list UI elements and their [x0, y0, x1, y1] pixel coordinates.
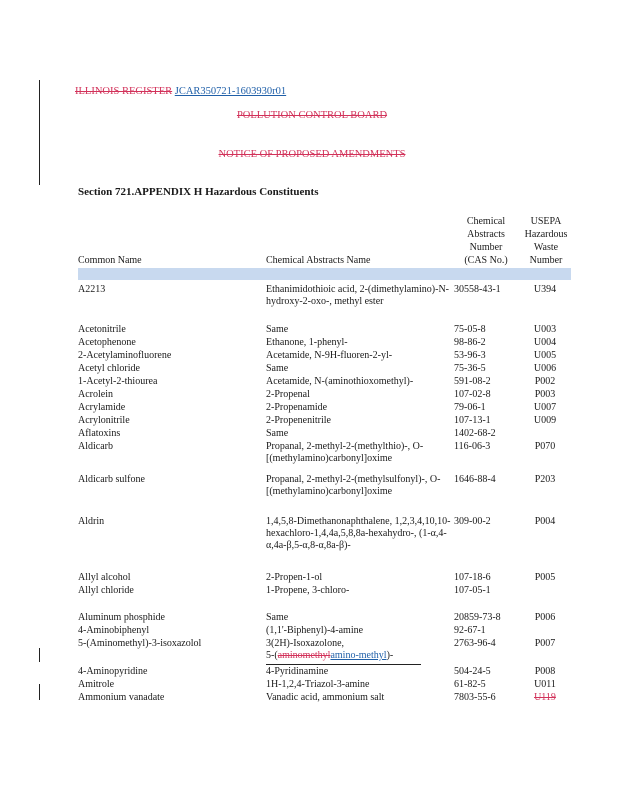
table-row-chem: Propanal, 2-methyl-2-(methylsulfonyl)-, O-[(methylamino)carbonyl]oxime	[266, 474, 441, 497]
table-row-cas: 107-13-1	[454, 415, 491, 426]
table-row-chem: Propanal, 2-methyl-2-(methylthio)-, O-[(methylamino)carbonyl]oxime	[266, 441, 424, 464]
table-row-common: Allyl chloride	[78, 585, 134, 596]
notice-title: NOTICE OF PROPOSED AMENDMENTS	[218, 149, 406, 160]
table-row-usepa: P002	[534, 376, 556, 387]
table-row-common: 2-Acetylaminofluorene	[78, 350, 172, 361]
table-row-cas: 98-86-2	[454, 337, 486, 348]
table-row-common: Aldicarb	[78, 441, 113, 452]
table-row-chem: Acetamide, N-9H-fluoren-2-yl-	[266, 350, 393, 361]
table-row-common: Allyl alcohol	[78, 572, 131, 583]
table-row-cas: 2763-96-4	[454, 638, 496, 649]
table-row-chem: Ethanimidothioic acid, 2-(dimethylamino)-N-hydroxy-2-oxo-, methyl ester	[266, 284, 450, 307]
table-row-usepa: U005	[533, 350, 557, 361]
col-usepa-line: Waste	[533, 242, 559, 253]
amend-suffix: )-	[386, 650, 394, 661]
table-row-usepa: P203	[534, 474, 556, 485]
col-cas-line: (CAS No.)	[464, 255, 508, 266]
table-row-usepa: P006	[534, 612, 556, 623]
running-head	[75, 86, 286, 97]
table-row-cas: 591-08-2	[454, 376, 491, 387]
table-row-cas: 92-67-1	[454, 625, 486, 636]
col-cas-line: Number	[469, 242, 503, 253]
table-row-common: 4-Aminobiphenyl	[78, 625, 150, 636]
table-row-common: A2213	[78, 284, 106, 295]
table-row-chem: Ethanone, 1-phenyl-	[266, 337, 348, 348]
table-row-usepa: U007	[533, 402, 557, 413]
table-row-cas: 75-05-8	[454, 324, 486, 335]
col-cas-line: Abstracts	[467, 229, 505, 240]
table-row-usepa: P007	[534, 638, 556, 649]
deleted-text: aminomethyl	[277, 650, 331, 661]
table-row-cas: 309-00-2	[454, 516, 491, 527]
table-row-common: 4-Aminopyridine	[78, 666, 148, 677]
table-row-common: Aluminum phosphide	[78, 612, 165, 623]
table-row-cas: 1402-68-2	[454, 428, 496, 439]
table-row-usepa: U006	[533, 363, 557, 374]
change-bar	[39, 80, 40, 185]
table-row-chem: Acetamide, N-(aminothioxomethyl)-	[266, 376, 414, 387]
table-row-usepa: P070	[534, 441, 556, 452]
table-row-chem: 1H-1,2,4-Triazol-3-amine	[266, 679, 370, 690]
header-shade	[78, 268, 571, 280]
table-row-common: 1-Acetyl-2-thiourea	[78, 376, 158, 387]
table-row-common: Acetyl chloride	[78, 363, 140, 374]
table-row-usepa: U394	[533, 284, 557, 295]
table-row-cas: 79-06-1	[454, 402, 486, 413]
table-row-chem: 1,4,5,8-Dimethanonaphthalene, 1,2,3,4,10,10-hexachloro-1,4,4a,5,8,8a-hexahydro-, (1-α,4-α,4a-β,5-α,8-α,8a-β)-	[266, 516, 451, 551]
change-bar	[39, 684, 40, 700]
table-row-common: 5-(Aminomethyl)-3-isoxazolol	[78, 638, 202, 649]
table-row-common: Acrylonitrile	[78, 415, 130, 426]
table-row-chem: Same	[266, 363, 289, 374]
table-row-chem: Same	[266, 612, 289, 623]
col-chem-name: Chemical Abstracts Name	[266, 255, 371, 266]
table-row-common: Aldicarb sulfone	[78, 474, 145, 485]
col-usepa-line: Number	[529, 255, 563, 266]
inserted-text: amino-methyl	[330, 650, 387, 661]
table-row-usepa-deleted: U119	[534, 692, 556, 703]
rule-line	[266, 664, 421, 665]
col-cas	[450, 215, 522, 267]
table-row-cas: 20859-73-8	[454, 612, 501, 623]
deleted-register-text: ILLINOIS REGISTER	[75, 86, 173, 97]
table-row-chem: (1,1'-Biphenyl)-4-amine	[266, 625, 364, 636]
col-usepa-line: Hazardous	[524, 229, 568, 240]
table-row-chem: 2-Propenamide	[266, 402, 328, 413]
table-row-chem: 2-Propen-1-ol	[266, 572, 323, 583]
table-row-usepa: U011	[534, 679, 556, 690]
table-row-common: Acrylamide	[78, 402, 126, 413]
table-row-chem: Same	[266, 324, 289, 335]
board-title: POLLUTION CONTROL BOARD	[236, 110, 388, 121]
table-row-usepa: P004	[534, 516, 556, 527]
table-row-cas: 107-05-1	[454, 585, 491, 596]
table-row-chem	[266, 638, 456, 662]
section-title: Section 721.APPENDIX H Hazardous Constituents	[78, 186, 319, 198]
table-row-chem: 1-Propene, 3-chloro-	[266, 585, 350, 596]
table-row-cas: 116-06-3	[454, 441, 491, 452]
table-row-common: Ammonium vanadate	[78, 692, 165, 703]
table-row-chem: Vanadic acid, ammonium salt	[266, 692, 385, 703]
table-row-cas: 7803-55-6	[454, 692, 496, 703]
amend-prefix: 5-(	[266, 650, 278, 661]
table-row-common: Acetophenone	[78, 337, 136, 348]
table-row-common: Aflatoxins	[78, 428, 121, 439]
table-row-cas: 107-02-8	[454, 389, 491, 400]
table-row-cas: 1646-88-4	[454, 474, 496, 485]
table-row-cas: 504-24-5	[454, 666, 491, 677]
inserted-register-link[interactable]: JCAR350721-1603930r01	[174, 86, 287, 97]
col-usepa	[518, 215, 574, 267]
col-usepa-line: USEPA	[530, 216, 562, 227]
table-row-cas: 61-82-5	[454, 679, 486, 690]
table-row-chem: 2-Propenenitrile	[266, 415, 331, 426]
table-row-usepa: P008	[534, 666, 556, 677]
table-row-chem: 2-Propenal	[266, 389, 310, 400]
table-row-usepa: P003	[534, 389, 556, 400]
col-cas-line: Chemical	[466, 216, 506, 227]
amended-chem-line	[266, 650, 456, 662]
table-row-cas: 107-18-6	[454, 572, 491, 583]
col-common-name: Common Name	[78, 255, 142, 266]
table-row-usepa: U003	[533, 324, 557, 335]
table-row-usepa: P005	[534, 572, 556, 583]
table-row-cas: 75-36-5	[454, 363, 486, 374]
table-row-chem: 4-Pyridinamine	[266, 666, 329, 677]
table-row-common: Aldrin	[78, 516, 105, 527]
table-row-usepa: U004	[533, 337, 557, 348]
table-row-common: Acrolein	[78, 389, 113, 400]
table-row-common: Amitrole	[78, 679, 115, 690]
change-bar	[39, 648, 40, 662]
table-row-common: Acetonitrile	[78, 324, 126, 335]
table-row-usepa: U009	[533, 415, 557, 426]
table-row-chem: Same	[266, 428, 289, 439]
table-row-cas: 53-96-3	[454, 350, 486, 361]
chem-name-line: 3(2H)-Isoxazolone,	[266, 638, 345, 649]
table-row-cas: 30558-43-1	[454, 284, 501, 295]
